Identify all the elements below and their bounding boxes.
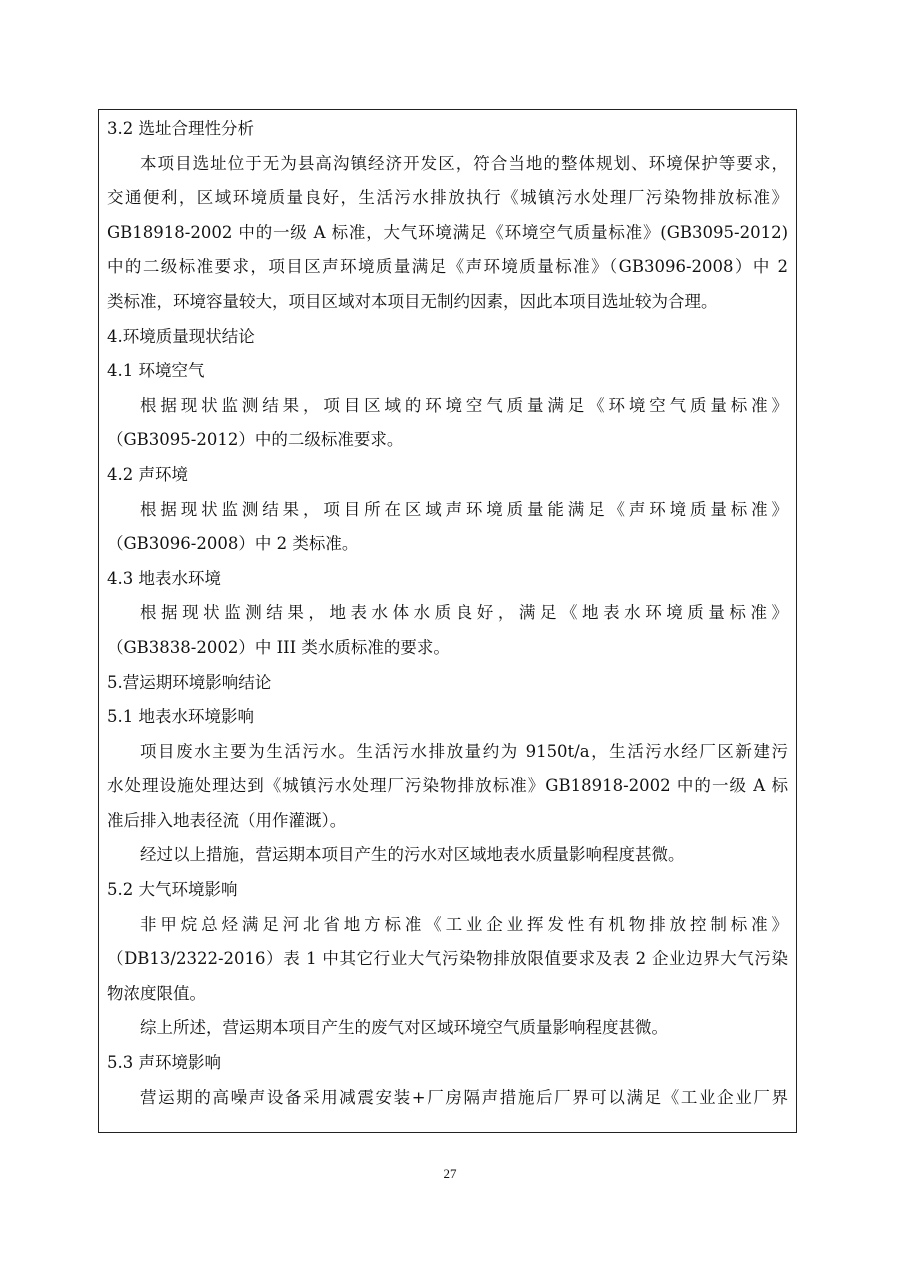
paragraph-line: （DB13/2322-2016）表 1 中其它行业大气污染物排放限值要求及表 2 企业边界大气污染 — [107, 949, 788, 969]
paragraph-line: 项目废水主要为生活污水。生活污水排放量约为 9150t/a，生活污水经厂区新建污 — [140, 741, 788, 761]
heading-4: 4.环境质量现状结论 — [107, 326, 255, 346]
paragraph-line: 营运期的高噪声设备采用减震安装+厂房隔声措施后厂界可以满足《工业企业厂界 — [140, 1087, 788, 1107]
heading-4-3: 4.3 地表水环境 — [107, 568, 221, 588]
paragraph-line: 水处理设施处理达到《城镇污水处理厂污染物排放标准》GB18918-2002 中的一级 A 标 — [107, 776, 788, 796]
heading-3-2: 3.2 选址合理性分析 — [107, 119, 254, 138]
paragraph-line: 物浓度限值。 — [107, 983, 206, 1003]
page-number: 27 — [443, 1166, 457, 1181]
paragraph-line: 交通便利，区域环境质量良好，生活污水排放执行《城镇污水处理厂污染物排放标准》 — [107, 188, 788, 208]
heading-5-1: 5.1 地表水环境影响 — [107, 707, 254, 727]
paragraph-line: 根据现状监测结果，项目区域的环境空气质量满足《环境空气质量标准》 — [140, 395, 788, 415]
paragraph-line: 经过以上措施，营运期本项目产生的污水对区域地表水质量影响程度甚微。 — [140, 845, 685, 865]
heading-5-2: 5.2 大气环境影响 — [107, 880, 238, 900]
heading-4-1: 4.1 环境空气 — [107, 361, 205, 381]
paragraph-line: 综上所述，营运期本项目产生的废气对区域环境空气质量影响程度甚微。 — [140, 1018, 668, 1038]
paragraph-line: （GB3096-2008）中 2 类标准。 — [107, 534, 359, 554]
paragraph-line: 中的二级标准要求，项目区声环境质量满足《声环境质量标准》（GB3096-2008）中 2 — [107, 257, 788, 277]
paragraph-line: GB18918-2002 中的一级 A 标准，大气环境满足《环境空气质量标准》(GB3095-2012) — [107, 222, 788, 242]
content-frame — [98, 109, 797, 1133]
heading-4-2: 4.2 声环境 — [107, 464, 188, 484]
paragraph-line: 非甲烷总烃满足河北省地方标准《工业企业挥发性有机物排放控制标准》 — [140, 914, 788, 934]
paragraph-line: 准后排入地表径流（用作灌溉）。 — [107, 810, 347, 830]
heading-5: 5.营运期环境影响结论 — [107, 672, 272, 692]
paragraph-line: （GB3838-2002）中 III 类水质标准的要求。 — [107, 637, 450, 657]
document-body — [107, 112, 788, 1115]
paragraph-line: 类标准，环境容量较大，项目区域对本项目无制约因素，因此本项目选址较为合理。 — [107, 291, 718, 311]
paragraph-line: 本项目选址位于无为县高沟镇经济开发区，符合当地的整体规划、环境保护等要求， — [140, 153, 788, 173]
paragraph-line: 根据现状监测结果，地表水体水质良好，满足《地表水环境质量标准》 — [140, 603, 788, 623]
paragraph-line: 根据现状监测结果，项目所在区域声环境质量能满足《声环境质量标准》 — [140, 499, 788, 519]
heading-5-3: 5.3 声环境影响 — [107, 1053, 221, 1073]
paragraph-line: （GB3095-2012）中的二级标准要求。 — [107, 430, 404, 450]
